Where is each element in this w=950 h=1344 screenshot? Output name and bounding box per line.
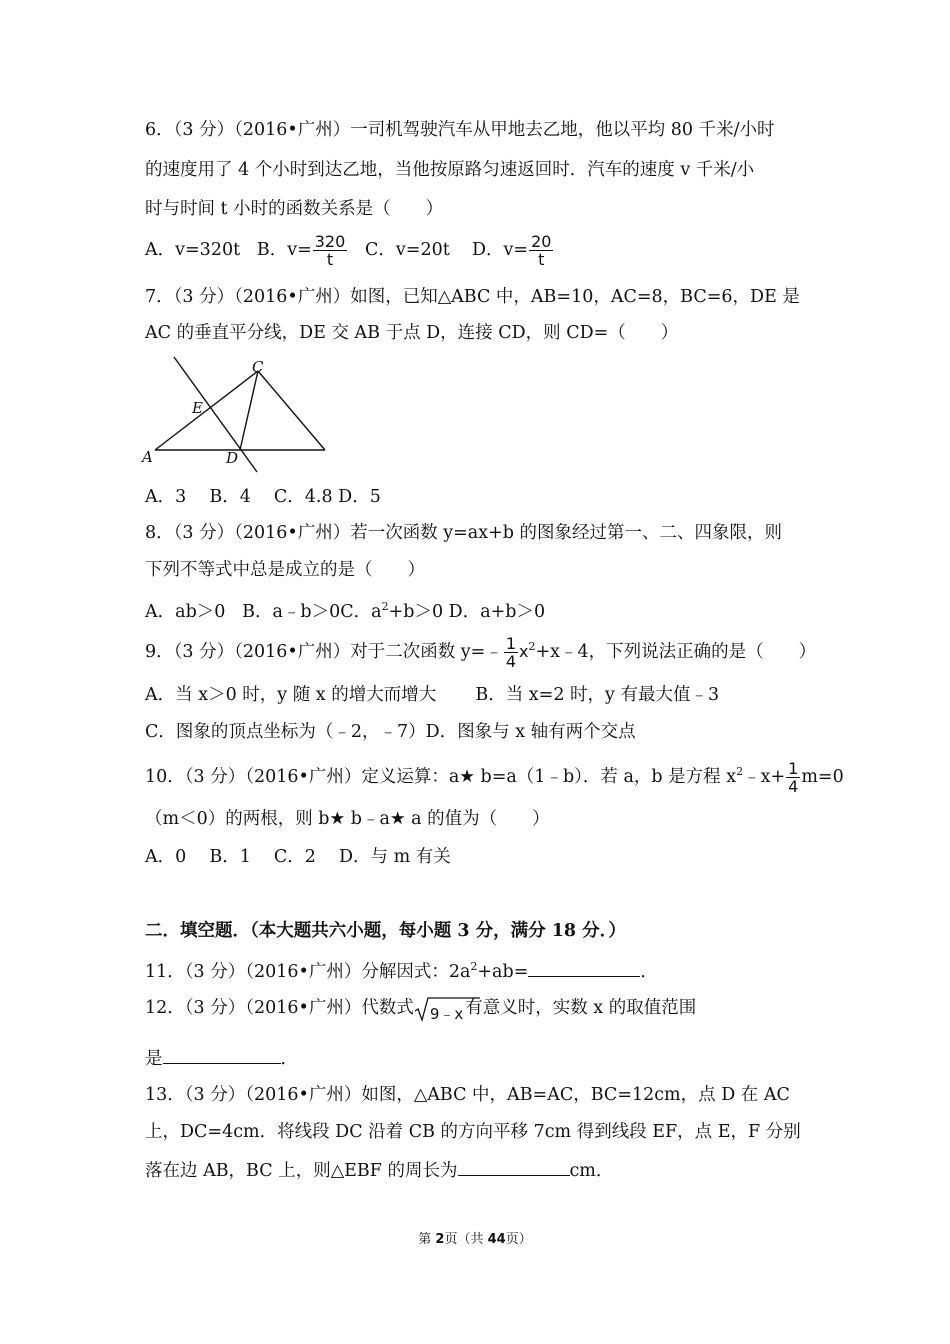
q8-options bbox=[145, 595, 545, 624]
q13-line3: 落在边 AB，BC 上，则△EBF 的周长为 cm． bbox=[145, 1157, 613, 1183]
q8-option-d: D．a+b＞0 bbox=[448, 601, 546, 622]
q6-option-c: C．v=20t bbox=[365, 240, 450, 260]
total-pages: 44 bbox=[487, 1232, 506, 1247]
sqrt-sign-icon bbox=[414, 996, 480, 1022]
q9-options-ab bbox=[145, 683, 719, 707]
page-footer: 第 2页（共 44页） bbox=[418, 1232, 532, 1247]
q9-options-cd: C．图象的顶点坐标为（﹣2，﹣7）D．图象与 x 轴有两个交点 bbox=[145, 722, 636, 742]
q8-line2: 下列不等式中总是成立的是（ ） bbox=[145, 560, 425, 580]
section-title: 二．填空题．（本大题共六小题，每小题 3 分，满分 18 分．） bbox=[145, 921, 626, 941]
q13-line2: 上，DC=4cm．将线段 DC 沿着 CB 的方向平移 7cm 得到线段 EF，点 E，F 分别 bbox=[145, 1122, 801, 1142]
q9-option-a: A．当 x＞0 时，y 随 x 的增大而增大 bbox=[145, 685, 437, 705]
q12-square-root: 9﹣x bbox=[414, 996, 465, 1022]
q8-option-a: A．ab＞0 bbox=[145, 601, 226, 622]
q6-line1: 6．（3 分）（2016•广州）一司机驾驶汽车从甲地去乙地，他以平均 80 千米/小时 bbox=[145, 120, 775, 140]
q9-line1: 9．（3 分）（2016•广州）对于二次函数 y=﹣ $\frac{1}{4}$ $x^2+x﹣4$，下列说法正确的是（ ） bbox=[145, 633, 817, 671]
q11-line: 11．（3 分）（2016•广州）分解因式：$2a^2+ab=$ ． bbox=[145, 955, 658, 984]
q12-answer-blank[interactable] bbox=[163, 1045, 281, 1064]
q10-line2: （m＜0）的两根，则 b★ b﹣a★ a 的值为（ ） bbox=[145, 809, 550, 829]
perpendicular-bisector-de bbox=[174, 357, 257, 472]
q7-line2: AC 的垂直平分线，DE 交 AB 于点 D，连接 CD，则 CD=（ ） bbox=[145, 323, 679, 343]
triangle-figure bbox=[140, 355, 340, 480]
q7-options: A．3 B．4 C．4.8 D．5 bbox=[145, 487, 381, 507]
q6-option-d-fraction: $\frac{20}{t}$ bbox=[531, 232, 552, 269]
label-c: C bbox=[252, 358, 264, 376]
segment-bc bbox=[258, 371, 325, 450]
current-page-number: 2 bbox=[435, 1232, 445, 1247]
q13-line1: 13．（3 分）（2016•广州）如图，△ABC 中，AB=AC，BC=12cm，点 D 在 AC bbox=[145, 1085, 790, 1105]
q8-option-b: B．a﹣b＞0 bbox=[242, 601, 341, 622]
q12-line1: 12．（3 分）（2016•广州）代数式 9﹣x 有意义时，实数 x 的取值范围 bbox=[145, 993, 696, 1023]
q7-line1: 7．（3 分）（2016•广州）如图，已知△ABC 中，AB=10，AC=8，BC=6，DE 是 bbox=[145, 287, 800, 307]
label-e: E bbox=[192, 399, 203, 417]
q6-option-a: A．v=320t bbox=[145, 240, 241, 260]
q6-line2: 的速度用了 4 个小时到达乙地，当他按原路匀速返回时．汽车的速度 v 千米/小 bbox=[145, 160, 755, 180]
q10-fraction: $\frac{1}{4}$ bbox=[788, 758, 799, 796]
q10-line1: 10．（3 分）（2016•广州）定义运算：a★ b=a（1﹣b）．若 a，b 是方程 $x^2﹣x+$ $\frac{1}{4}$ m=0 bbox=[145, 758, 844, 796]
q6-option-b: B．v= $\frac{320}{t}$ bbox=[256, 232, 346, 269]
label-a: A bbox=[142, 448, 153, 466]
q6-option-b-fraction: $\frac{320}{t}$ bbox=[314, 232, 346, 269]
q13-answer-blank[interactable] bbox=[458, 1157, 570, 1176]
q6-options bbox=[145, 232, 554, 268]
q9-fraction: $\frac{1}{4}$ bbox=[505, 633, 516, 671]
q12-line2: 是 ． bbox=[145, 1045, 298, 1071]
q11-answer-blank[interactable] bbox=[528, 958, 640, 977]
q6-line3: 时与时间 t 小时的函数关系是（ ） bbox=[145, 199, 444, 219]
q8-line1: 8．（3 分）（2016•广州）若一次函数 y=ax+b 的图象经过第一、二、四象限，则 bbox=[145, 523, 783, 543]
q10-options: A．0 B．1 C．2 D．与 m 有关 bbox=[145, 847, 451, 867]
label-d: D bbox=[226, 449, 239, 467]
q6-option-d: D．v= $\frac{20}{t}$ bbox=[472, 232, 552, 269]
q8-option-c: C．$a^2+b>0$ bbox=[340, 600, 444, 622]
q9-option-b: B．当 x=2 时，y 有最大值﹣3 bbox=[475, 685, 720, 705]
